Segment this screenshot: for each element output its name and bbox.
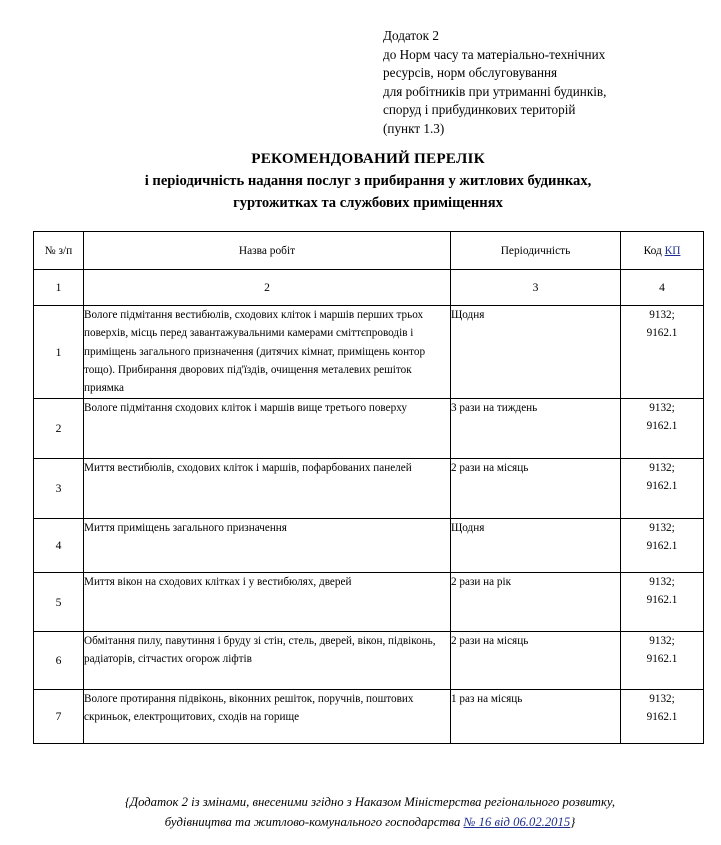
row-code-line-1: 9132; [649,693,675,705]
row-code-line-1: 9132; [649,635,675,647]
row-number: 3 [34,459,84,519]
kp-classifier-link[interactable]: КП [664,244,681,257]
table-row [34,306,704,399]
row-code [621,519,704,573]
row-code-line-1: 9132; [649,522,675,534]
row-code-line-1: 9132; [649,402,675,414]
row-code [621,459,704,519]
header-line-4: для робітників при утриманні будинків, [383,83,607,99]
page-title: РЕКОМЕНДОВАНИЙ ПЕРЕЛІК [251,150,485,167]
column-index-1: 1 [34,270,84,306]
table-row [34,573,704,632]
table-header-row [34,232,704,270]
row-code [621,573,704,632]
footnote-line-2-after: } [570,814,576,829]
column-header-number: № з/п [34,232,84,270]
footnote-line-2 [33,813,707,833]
row-periodicity: 2 рази на місяць [451,632,621,690]
row-work-name: Миття приміщень загального призначення [84,519,451,573]
row-code [621,306,704,399]
row-code-line-1: 9132; [649,309,675,321]
row-work-name: Обмітання пилу, павутиння і бруду зі стін, стель, дверей, вікон, підвіконь, радіаторів, сітчастих огорож ліфтів [84,632,451,690]
row-number: 1 [34,306,84,399]
amendment-footnote [33,793,707,832]
page-subtitle-line-1: і періодичність надання послуг з прибирання у житлових будинках, [144,173,592,189]
row-periodicity: 3 рази на тиждень [451,399,621,459]
table-row [34,632,704,690]
row-work-name: Миття вестибюлів, сходових кліток і маршів, пофарбованих панелей [84,459,451,519]
page-subtitle-line-2: гуртожитках та службових приміщеннях [233,194,503,211]
header-line-5: споруд і прибудинкових територій [383,102,576,117]
footnote-line-2-before: будівництва та житлово-комунального господарства [164,814,464,829]
order-number-link[interactable]: № 16 від 06.02.2015 [463,814,571,829]
table-column-number-row [34,270,704,306]
row-work-name: Миття вікон на сходових клітках і у вестибюлях, дверей [84,573,451,632]
document-header-block [383,27,713,138]
header-line-6: (пункт 1.3) [383,120,445,136]
row-work-name: Вологе протирання підвіконь, віконних решіток, поручнів, поштових скриньок, електрощитових, сходів на горище [84,690,451,744]
row-periodicity: 2 рази на рік [451,573,621,632]
row-code-line-1: 9132; [649,462,675,474]
row-code [621,632,704,690]
row-periodicity: 1 раз на місяць [451,690,621,744]
column-index-4: 4 [621,270,704,306]
row-code-line-2: 9162.1 [646,420,678,433]
column-index-3: 3 [451,270,621,306]
row-periodicity: Щодня [451,306,621,399]
row-number: 6 [34,632,84,690]
row-number: 7 [34,690,84,744]
row-code-line-2: 9162.1 [646,594,678,607]
row-code [621,399,704,459]
row-periodicity: Щодня [451,519,621,573]
services-table [33,231,704,744]
column-header-periodicity: Періодичність [451,232,621,270]
row-number: 5 [34,573,84,632]
row-number: 4 [34,519,84,573]
row-code-line-2: 9162.1 [646,327,678,340]
column-header-code [621,232,704,270]
row-work-name: Вологе підмітання вестибюлів, сходових кліток і маршів перших трьох поверхів, місць перед завантажувальними камерами сміттєпроводів і приміщень загального призначення (дитячих кімнат, приміщень контор тощо). Прибирання дворових під'їздів, очищення металевих решіток приямка [84,306,451,399]
table-row [34,690,704,744]
row-periodicity: 2 рази на місяць [451,459,621,519]
header-line-3: ресурсів, норм обслуговування [383,65,558,80]
row-number: 2 [34,399,84,459]
column-header-code-text: Код [643,244,665,257]
page-subtitle [33,171,703,214]
column-header-name: Назва робіт [84,232,451,270]
header-line-1: Додаток 2 [383,28,439,43]
row-code-line-2: 9162.1 [646,480,678,493]
row-code [621,690,704,744]
header-line-2: до Норм часу та матеріально-технічних [383,46,606,62]
table-row [34,399,704,459]
table-row [34,519,704,573]
page-title-block [33,148,703,214]
row-code-line-1: 9132; [649,576,675,588]
row-code-line-2: 9162.1 [646,653,678,666]
footnote-line-1: {Додаток 2 із змінами, внесеними згідно з Наказом Міністерства регіонального розвитку, [124,795,616,809]
row-code-line-2: 9162.1 [646,711,678,724]
row-work-name: Вологе підмітання сходових кліток і маршів вище третього поверху [84,399,451,459]
table-row [34,459,704,519]
row-code-line-2: 9162.1 [646,540,678,553]
column-index-2: 2 [84,270,451,306]
